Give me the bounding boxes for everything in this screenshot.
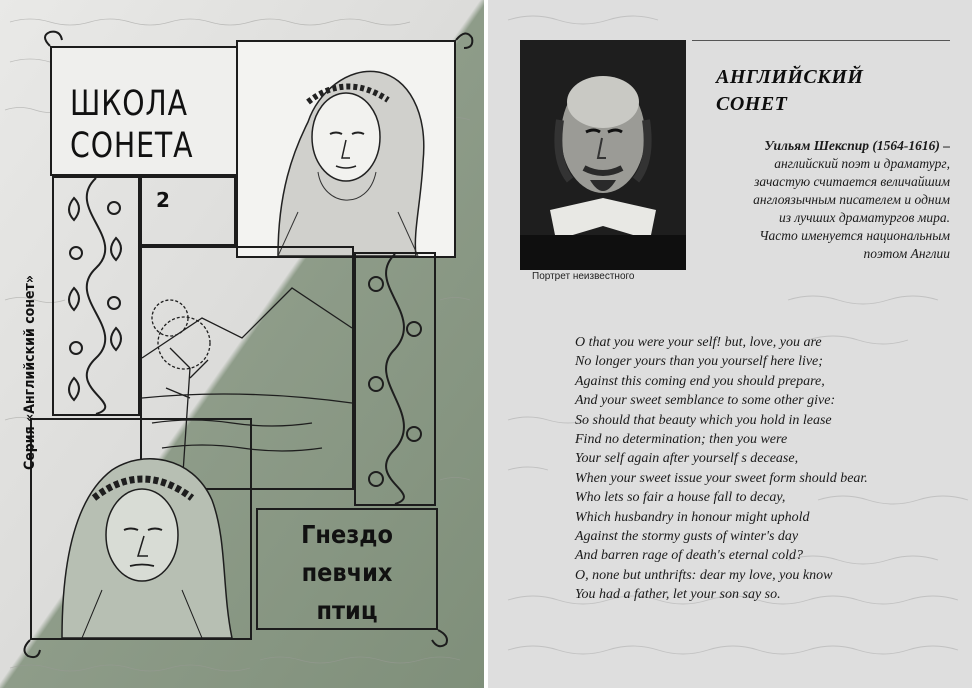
cover-title [70,83,223,167]
inner-page [488,0,972,688]
left-floral-ornament [52,176,140,416]
poem-line: You had a father, let your son say so. [575,587,781,603]
number-box [140,176,236,246]
poem-line: Against the stormy gusts of winter's day [575,529,799,545]
heading-line-1: АНГЛИЙСКИЙ [716,66,864,88]
cover-subtitle [258,516,436,630]
bio-line: из лучших драматургов мира. [778,210,950,225]
poem-line: And barren rage of death's eternal cold? [575,548,803,564]
bio-line: англоязычным писателем и одним [753,192,950,207]
poem-line: Which husbandry in honour might uphold [575,509,810,525]
heading-line-2: СОНЕТ [716,93,788,115]
heading-rule [692,40,950,41]
poem-line: Who lets so fair a house fall to decay, [575,490,786,506]
poem-line: Your self again after yourself s decease, [575,451,799,467]
book-cover [0,0,484,688]
title-line-2: СОНЕТА [70,126,194,166]
series-number: 2 [156,188,170,212]
poem-line: Against this coming end you should prepare, [575,373,825,389]
poem-line: No longer yours than you yourself here live; [575,354,823,370]
title-line-1: ШКОЛА [70,84,188,124]
poem-line: O, none but unthrifts: dear my love, you know [575,567,833,583]
poem-line: And your sweet semblance to some other give: [575,393,836,409]
portrait-caption: Портрет неизвестного [532,271,635,282]
right-floral-ornament [354,252,436,506]
author-bio [698,137,950,263]
poem-line: Find no determination; then you were [575,432,788,448]
poem-line: When your sweet issue your sweet form should bear. [575,470,868,486]
series-name-vertical: Серия «Английский сонет» [22,275,38,470]
bio-line: поэтом Англии [863,246,950,261]
bio-author-name: Уильям Шекспир (1564-1616) – [764,138,950,153]
bio-line: английский поэт и драматург, [774,156,950,171]
subtitle-line-1: Гнездо [301,520,393,549]
portrait-engraving-icon [520,40,686,270]
shakespeare-portrait [520,40,686,270]
page-heading [716,64,863,118]
poem-line: O that you were your self! but, love, you are [575,335,822,350]
subtitle-line-2: певчих [301,558,393,587]
title-box [50,46,238,176]
poem-line: So should that beauty which you hold in lease [575,412,832,428]
portrait-top [236,40,456,258]
subtitle-box [256,508,438,630]
subtitle-line-3: птиц [316,596,378,625]
laurel-portrait-illustration [238,42,454,256]
sonnet-text [575,333,868,605]
floral-ornament-icon [54,178,138,414]
floral-ornament-icon [356,254,434,504]
laurel-portrait-illustration [32,420,250,638]
bio-line: Часто именуется национальным [759,228,950,243]
bio-line: зачастую считается величайшим [754,174,950,189]
portrait-bottom [30,418,252,640]
